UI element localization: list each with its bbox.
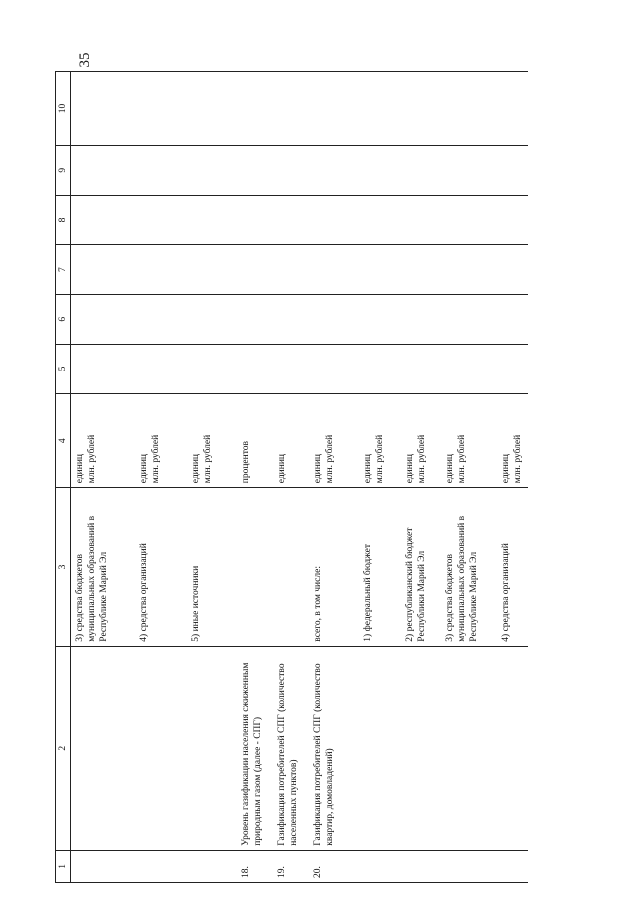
row-spacer — [165, 72, 187, 883]
value-cell — [359, 145, 389, 195]
value-cell — [237, 344, 267, 394]
unit-of-measure: единиц млн. рублей — [401, 394, 431, 488]
table-row — [309, 72, 339, 883]
rotated-table-container — [55, 23, 585, 883]
value-cell — [273, 145, 303, 195]
value-cell — [359, 72, 389, 146]
column-header: 3 — [56, 488, 71, 646]
row-spacer — [113, 72, 135, 883]
column-header: 4 — [56, 394, 71, 488]
value-cell — [441, 145, 483, 195]
row-spacer — [389, 72, 401, 883]
value-cell — [187, 344, 217, 394]
value-cell — [237, 245, 267, 295]
value-cell — [441, 72, 483, 146]
unit-of-measure: единиц — [273, 394, 303, 488]
column-header: 1 — [56, 850, 71, 882]
row-spacer — [339, 72, 359, 883]
unit-of-measure: единиц млн. рублей — [71, 394, 114, 488]
value-cell — [401, 195, 431, 245]
column-header: 5 — [56, 344, 71, 394]
table-row — [441, 72, 483, 883]
indicator-name — [359, 646, 389, 850]
table-header-row — [56, 72, 71, 883]
row-spacer — [431, 72, 441, 883]
value-cell — [497, 195, 528, 245]
indicator-name — [187, 646, 217, 850]
value-cell — [401, 245, 431, 295]
funding-source: 3) средства бюджетов муниципальных образований в Республике Марий Эл — [441, 488, 483, 646]
value-cell — [401, 72, 431, 146]
value-cell — [71, 245, 114, 295]
value-cell — [135, 245, 165, 295]
unit-of-measure: единиц млн. рублей — [135, 394, 165, 488]
value-cell — [309, 145, 339, 195]
value-cell — [273, 245, 303, 295]
value-cell — [497, 344, 528, 394]
table-row — [187, 72, 217, 883]
table-body — [71, 72, 528, 883]
value-cell — [273, 195, 303, 245]
unit-of-measure: процентов — [237, 394, 267, 488]
value-cell — [71, 344, 114, 394]
value-cell — [187, 72, 217, 146]
unit-of-measure: единиц млн. рублей — [441, 394, 483, 488]
funding-source: 2) республиканский бюджет Республики Марий Эл — [401, 488, 431, 646]
indicator-name: Газификация потребителей СПГ (количество населенных пунктов) — [273, 646, 303, 850]
funding-source: 4) средства организаций — [497, 488, 528, 646]
value-cell — [71, 195, 114, 245]
table-row — [359, 72, 389, 883]
table-row — [135, 72, 165, 883]
value-cell — [309, 195, 339, 245]
value-cell — [497, 294, 528, 344]
indicator-name — [497, 646, 528, 850]
row-number — [441, 850, 483, 882]
value-cell — [273, 294, 303, 344]
value-cell — [401, 344, 431, 394]
value-cell — [401, 294, 431, 344]
unit-of-measure: единиц млн. рублей — [359, 394, 389, 488]
row-number: 20. — [309, 850, 339, 882]
row-number: 18. — [237, 850, 267, 882]
value-cell — [441, 294, 483, 344]
value-cell — [401, 145, 431, 195]
value-cell — [237, 195, 267, 245]
value-cell — [273, 72, 303, 146]
funding-source: всего, в том числе: — [309, 488, 339, 646]
funding-source — [273, 488, 303, 646]
value-cell — [135, 294, 165, 344]
row-number — [71, 850, 114, 882]
value-cell — [187, 195, 217, 245]
value-cell — [441, 195, 483, 245]
value-cell — [135, 145, 165, 195]
indicator-name — [71, 646, 114, 850]
indicators-table — [55, 71, 528, 883]
row-spacer — [217, 72, 237, 883]
row-number — [359, 850, 389, 882]
value-cell — [71, 72, 114, 146]
indicator-name — [135, 646, 165, 850]
funding-source: 5) иные источники — [187, 488, 217, 646]
indicator-name — [441, 646, 483, 850]
value-cell — [237, 294, 267, 344]
table-row — [71, 72, 114, 883]
value-cell — [359, 294, 389, 344]
indicator-name: Уровень газификации населения сжиженным природным газом (далее - СПГ) — [237, 646, 267, 850]
value-cell — [187, 145, 217, 195]
value-cell — [359, 344, 389, 394]
page-number: 35 — [77, 52, 93, 68]
value-cell — [359, 245, 389, 295]
value-cell — [309, 294, 339, 344]
unit-of-measure: единиц млн. рублей — [309, 394, 339, 488]
value-cell — [497, 245, 528, 295]
value-cell — [237, 145, 267, 195]
table-row — [497, 72, 528, 883]
table-row — [401, 72, 431, 883]
value-cell — [135, 344, 165, 394]
value-cell — [309, 344, 339, 394]
funding-source: 3) средства бюджетов муниципальных образований в Республике Марий Эл — [71, 488, 114, 646]
indicator-name: Газификация потребителей СПГ (количество квартир, домовладений) — [309, 646, 339, 850]
value-cell — [237, 72, 267, 146]
column-header: 8 — [56, 195, 71, 245]
indicator-name — [401, 646, 431, 850]
funding-source: 1) федеральный бюджет — [359, 488, 389, 646]
value-cell — [135, 195, 165, 245]
unit-of-measure: единиц млн. рублей — [187, 394, 217, 488]
value-cell — [441, 245, 483, 295]
table-row — [273, 72, 303, 883]
value-cell — [71, 145, 114, 195]
value-cell — [497, 72, 528, 146]
row-number — [187, 850, 217, 882]
row-number — [401, 850, 431, 882]
value-cell — [71, 294, 114, 344]
value-cell — [441, 344, 483, 394]
column-header: 2 — [56, 646, 71, 850]
column-header: 6 — [56, 294, 71, 344]
table-row — [237, 72, 267, 883]
funding-source: 4) средства организаций — [135, 488, 165, 646]
value-cell — [309, 245, 339, 295]
row-spacer — [483, 72, 497, 883]
unit-of-measure: единиц млн. рублей — [497, 394, 528, 488]
column-header: 10 — [56, 72, 71, 146]
value-cell — [497, 145, 528, 195]
value-cell — [187, 245, 217, 295]
row-number — [135, 850, 165, 882]
value-cell — [359, 195, 389, 245]
value-cell — [187, 294, 217, 344]
funding-source — [237, 488, 267, 646]
row-number: 19. — [273, 850, 303, 882]
row-number — [497, 850, 528, 882]
value-cell — [309, 72, 339, 146]
column-header: 7 — [56, 245, 71, 295]
column-header: 9 — [56, 145, 71, 195]
value-cell — [135, 72, 165, 146]
value-cell — [273, 344, 303, 394]
